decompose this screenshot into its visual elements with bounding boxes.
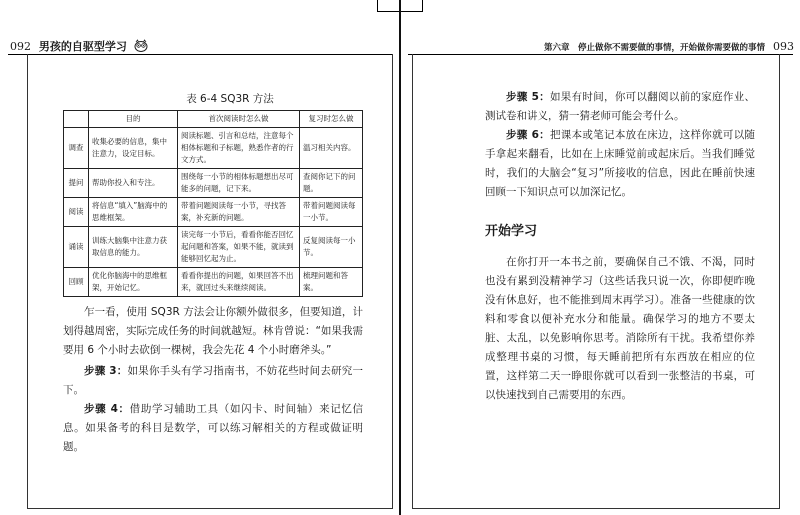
section-heading: 开始学习: [485, 224, 538, 239]
table-row-header: 阅读: [64, 198, 89, 227]
table-caption: 表 6-4 SQ3R 方法: [186, 93, 274, 105]
table-header-cell: 首次阅读时怎么做: [178, 111, 300, 128]
left-header: [10, 38, 148, 54]
table-cell: 反复阅读每一小节。: [300, 227, 363, 268]
table-row: [64, 268, 363, 297]
table-cell: 帮助你投入和专注。: [89, 169, 178, 198]
paragraph-step-5: [485, 88, 755, 126]
table-cell: 带着问题阅读每一小节。: [300, 198, 363, 227]
right-header: [544, 40, 794, 53]
table-row: [64, 169, 363, 198]
table-header-cell: 复习时怎么做: [300, 111, 363, 128]
step-3-text: 如果你手头有学习指南书，不妨花些时间去研究一下。: [63, 365, 363, 396]
owl-icon: [134, 39, 148, 52]
paragraph-step-3: [63, 362, 363, 400]
table-cell: 梳理问题和答案。: [300, 268, 363, 297]
table-row-header: 回顾: [64, 268, 89, 297]
table-cell: 读完每一小节后，看看你能否回忆起问题和答案，如果不能，就读到能够回忆起为止。: [178, 227, 300, 268]
left-page-number: 092: [10, 40, 31, 53]
step-3-label: 步骤 3：: [84, 365, 128, 377]
paragraph-step-4: [63, 400, 363, 457]
sq3r-table: [63, 110, 363, 297]
table-cell: 带着问题阅读每一小节，寻找答案，补充新的问题。: [178, 198, 300, 227]
step-4-label: 步骤 4：: [84, 403, 130, 415]
table-header-cell: [64, 111, 89, 128]
table-row-header: 诵读: [64, 227, 89, 268]
table-cell: 看看你提出的问题，如果回答不出来，就回过头来继续阅读。: [178, 268, 300, 297]
right-page-number: 093: [772, 40, 794, 53]
table-cell: 围绕每一小节的相体标题想出尽可能多的问题，记下来。: [178, 169, 300, 198]
step-6-text: 把课本或笔记本放在床边，这样你就可以随手拿起来翻看，比如在上床睡觉前或起床后。当我们睡觉时，我们的大脑会“复习”所接收的信息，因此在睡前快速回顾一下知识点可以加深记忆。: [485, 129, 756, 198]
table-cell: 阅读标题、引言和总结，注意每个相体标题和子标题，熟悉作者的行文方式。: [178, 128, 300, 169]
left-running-title: 男孩的自驱型学习: [38, 40, 127, 53]
table-cell: 收集必要的信息，集中注意力，设定目标。: [89, 128, 178, 169]
table-cell: 温习相关内容。: [300, 128, 363, 169]
step-6-label: 步骤 6：: [506, 129, 550, 141]
table-row: [64, 128, 363, 169]
table-row: [64, 198, 363, 227]
table-cell: 将信息“填入”脑海中的思维框架。: [89, 198, 178, 227]
paragraph-step-6: [485, 126, 755, 202]
paragraph-start-studying: 在你打开一本书之前，要确保自己不饿、不渴，同时也没有累到没精神学习（这些话我只说一次，你即便昨晚没有休息好，也不能推到周末再学习）。准备一些健康的饮料和零食以便补充水分和能量。确保学习的地方不要太脏、太乱，以免影响你思考。消除所有干扰。我希望你养成整理书桌的习惯，每天睡前把所有东西放在相应的位置，这样第二天一睁眼你就可以看到一张整洁的书桌，可以快速找到自己需要用的东西。: [485, 256, 755, 401]
table-row-header: 提问: [64, 169, 89, 198]
step-5-label: 步骤 5：: [506, 91, 550, 103]
table-cell: 查阅你记下的问题。: [300, 169, 363, 198]
table-header-cell: 目的: [89, 111, 178, 128]
table-header-row: [64, 111, 363, 128]
step-5-text: 如果有时间，你可以翻阅以前的家庭作业、测试卷和讲义，猜一猜老师可能会考什么。: [485, 91, 756, 122]
table-cell: 优化你脑海中的思维框架，开始记忆。: [89, 268, 178, 297]
paragraph-sq3r-summary: 乍一看，使用 SQ3R 方法会让你额外做很多，但要知道，计划得越周密，实际完成任务的时间就越短。林肯曾说：“如果我需要用 6 个小时去砍倒一棵树，我会先花 4 个小时磨斧头。”: [63, 306, 363, 356]
table-cell: 训练大脑集中注意力获取信息的能力。: [89, 227, 178, 268]
right-running-title: 第六章 停止做你不需要做的事情，开始做你需要做的事情: [544, 43, 766, 53]
table-row: [64, 227, 363, 268]
step-4-text: 借助学习辅助工具（如闪卡、时间轴）来记忆信息。如果备考的科目是数学，可以练习解相关的方程或做证明题。: [63, 403, 363, 453]
table-row-header: 调查: [64, 128, 89, 169]
